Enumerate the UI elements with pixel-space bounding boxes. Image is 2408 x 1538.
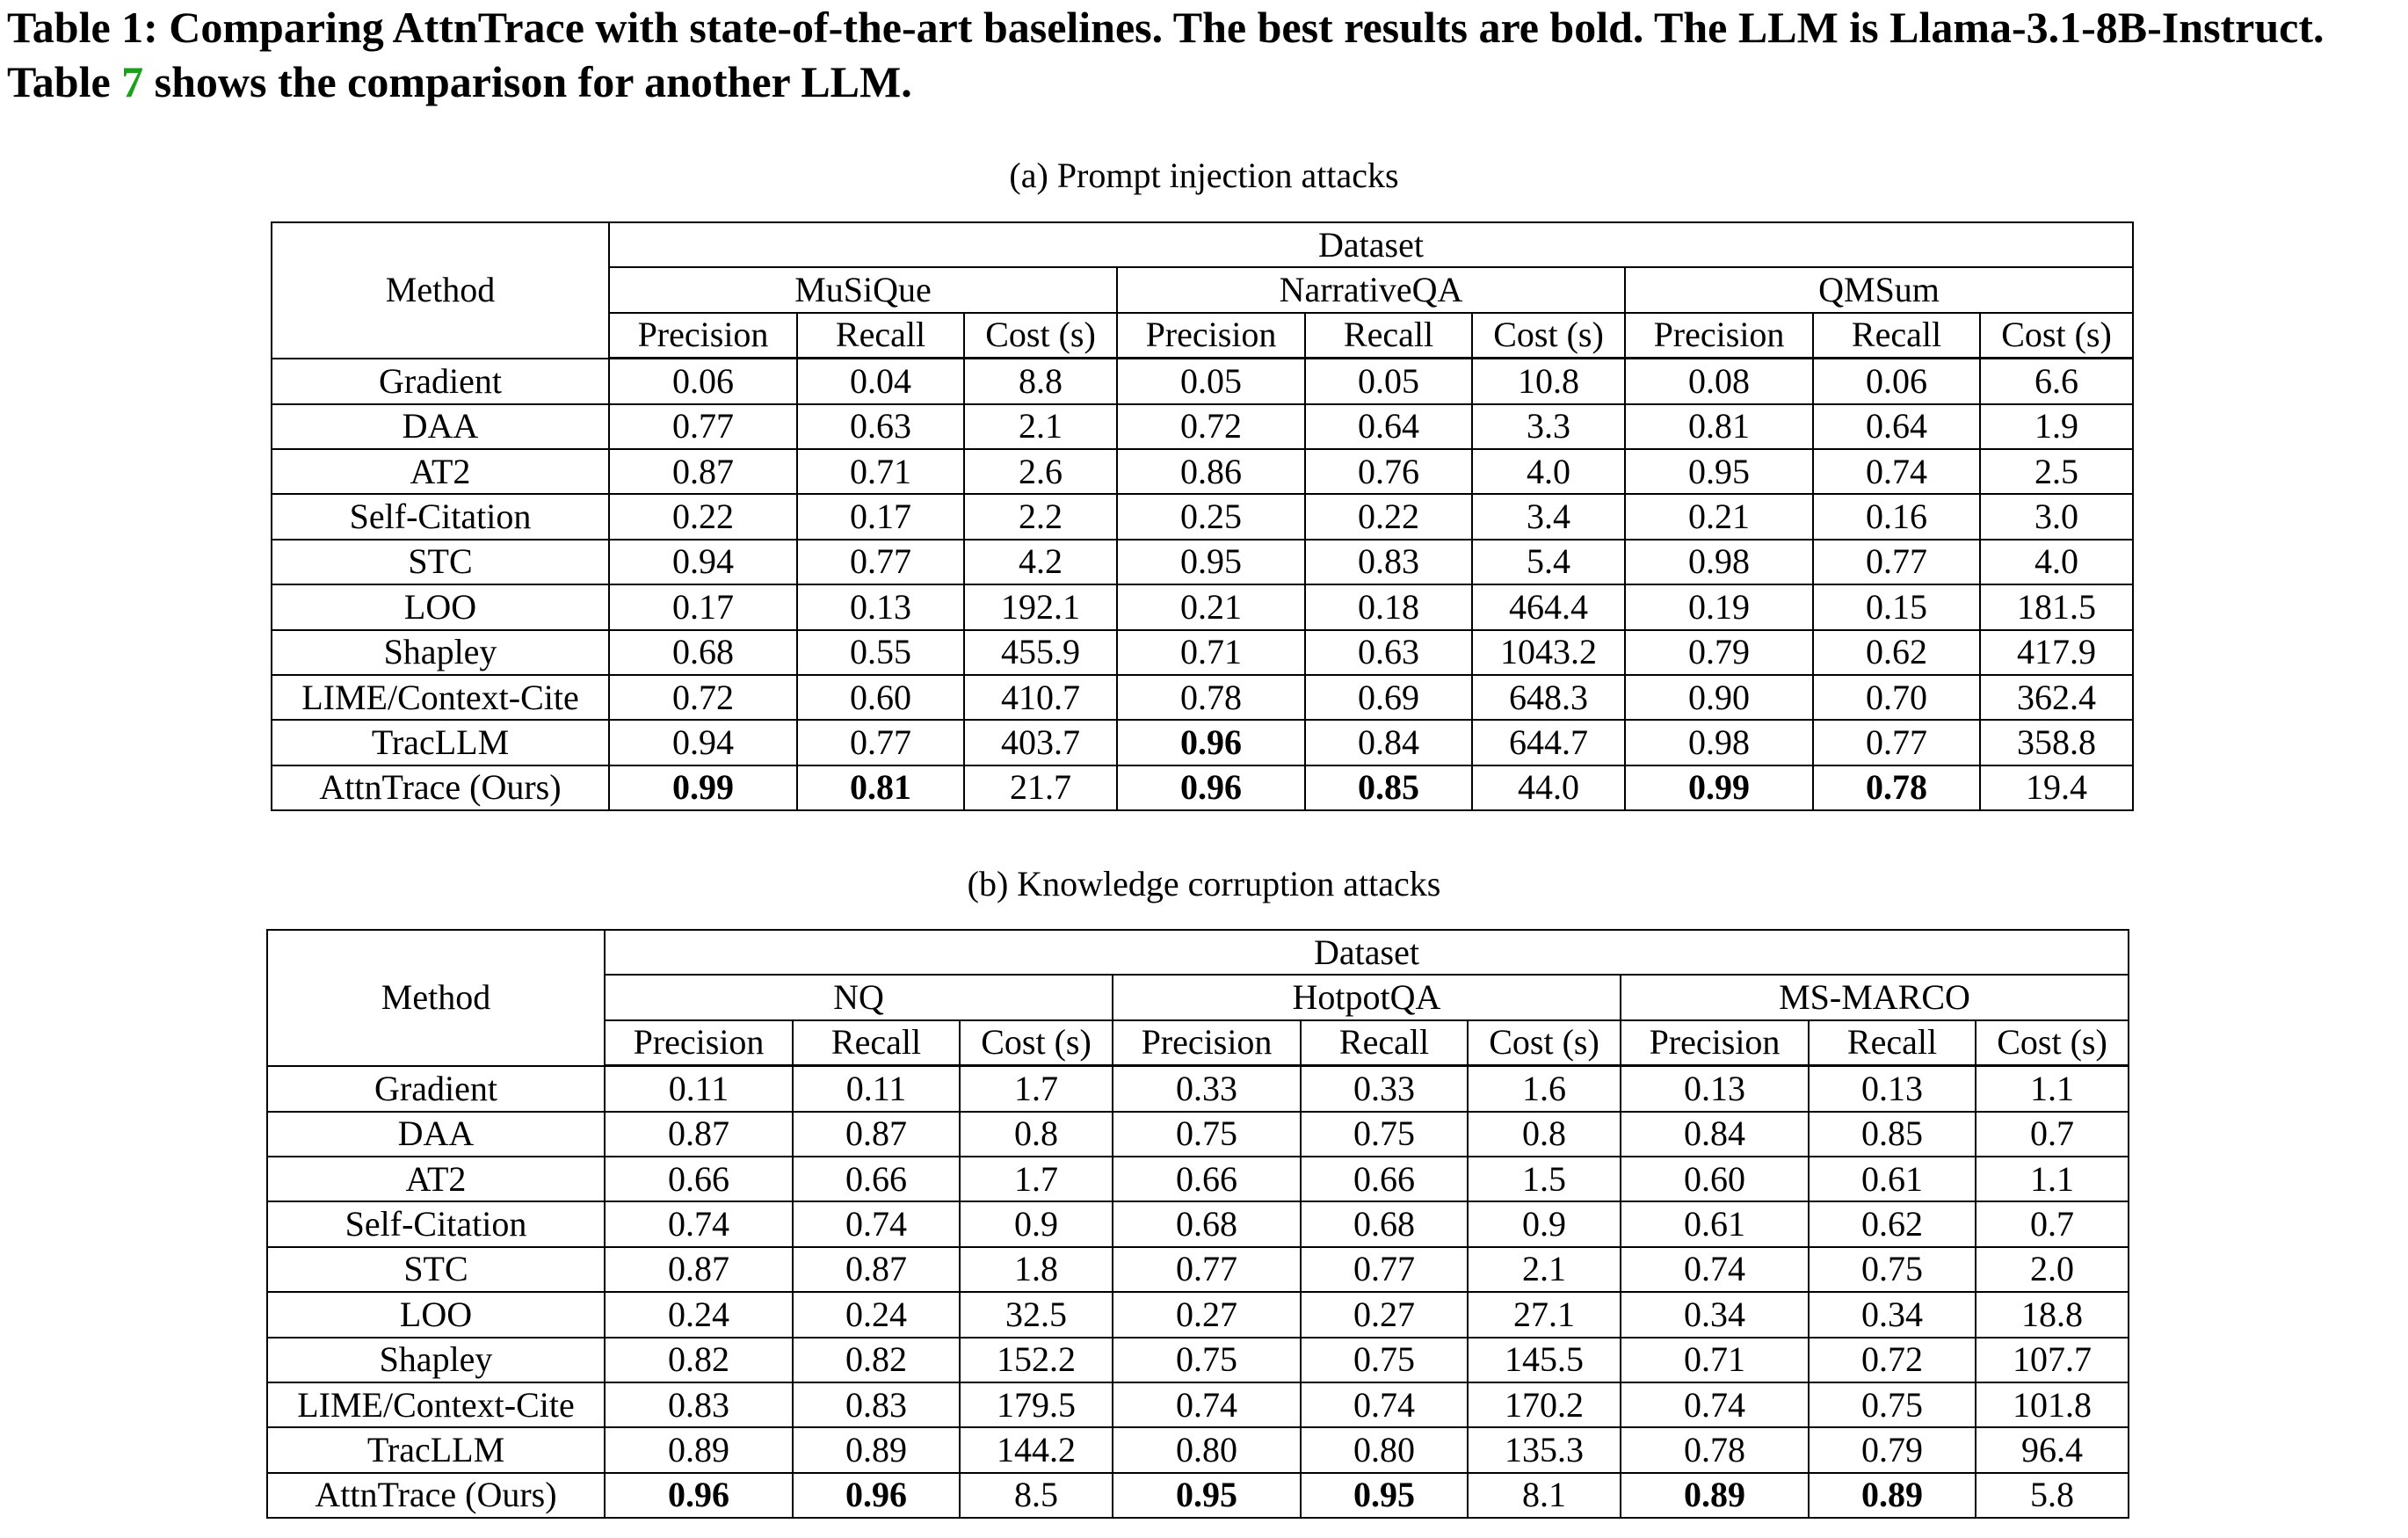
table-row <box>267 1473 2129 1518</box>
value-cell: 0.98 <box>1625 540 1813 584</box>
value-cell: 2.1 <box>1468 1247 1621 1292</box>
value-cell: 0.33 <box>1113 1066 1301 1112</box>
metric-header: Recall <box>793 1020 960 1066</box>
value-cell: 0.95 <box>1301 1473 1468 1518</box>
value-cell: 0.99 <box>609 765 797 810</box>
table-body <box>267 1066 2129 1518</box>
table-row <box>267 1292 2129 1337</box>
metric-header: Recall <box>1301 1020 1468 1066</box>
value-cell: 0.71 <box>797 449 964 494</box>
method-cell: Gradient <box>272 359 609 404</box>
value-cell: 0.89 <box>605 1427 793 1472</box>
value-cell: 1.6 <box>1468 1066 1621 1112</box>
method-cell: AttnTrace (Ours) <box>267 1473 605 1518</box>
value-cell: 0.69 <box>1305 675 1472 720</box>
value-cell: 0.60 <box>1621 1157 1809 1201</box>
value-cell: 0.66 <box>1301 1157 1468 1201</box>
value-cell: 0.75 <box>1809 1382 1976 1427</box>
value-cell: 410.7 <box>964 675 1117 720</box>
value-cell: 6.6 <box>1980 359 2133 404</box>
value-cell: 0.71 <box>1621 1338 1809 1382</box>
value-cell: 0.34 <box>1621 1292 1809 1337</box>
table-row <box>272 675 2133 720</box>
knowledge-corruption-table <box>266 929 2129 1519</box>
value-cell: 0.74 <box>1113 1382 1301 1427</box>
value-cell: 8.8 <box>964 359 1117 404</box>
value-cell: 0.89 <box>793 1427 960 1472</box>
value-cell: 0.80 <box>1113 1427 1301 1472</box>
value-cell: 0.96 <box>605 1473 793 1518</box>
value-cell: 135.3 <box>1468 1427 1621 1472</box>
value-cell: 0.64 <box>1813 404 1980 449</box>
dataset-name: NQ <box>605 975 1113 1019</box>
table-row <box>272 494 2133 539</box>
value-cell: 0.22 <box>1305 494 1472 539</box>
value-cell: 96.4 <box>1976 1427 2129 1472</box>
method-cell: Self-Citation <box>267 1201 605 1246</box>
method-cell: TracLLM <box>272 720 609 765</box>
value-cell: 0.74 <box>605 1201 793 1246</box>
value-cell: 152.2 <box>960 1338 1113 1382</box>
value-cell: 0.13 <box>1809 1066 1976 1112</box>
value-cell: 18.8 <box>1976 1292 2129 1337</box>
value-cell: 0.77 <box>797 540 964 584</box>
value-cell: 0.74 <box>793 1201 960 1246</box>
value-cell: 0.78 <box>1621 1427 1809 1472</box>
value-cell: 0.05 <box>1305 359 1472 404</box>
value-cell: 0.17 <box>609 584 797 629</box>
table-row <box>267 1427 2129 1472</box>
table-row <box>272 584 2133 629</box>
table-row <box>272 720 2133 765</box>
value-cell: 0.77 <box>1113 1247 1301 1292</box>
value-cell: 0.34 <box>1809 1292 1976 1337</box>
metric-header: Cost (s) <box>960 1020 1113 1066</box>
table-row <box>272 630 2133 675</box>
value-cell: 0.9 <box>960 1201 1113 1246</box>
value-cell: 5.8 <box>1976 1473 2129 1518</box>
metric-header: Recall <box>1305 313 1472 359</box>
caption-text-end: shows the comparison for another LLM. <box>143 57 912 106</box>
metric-header: Cost (s) <box>1468 1020 1621 1066</box>
value-cell: 0.85 <box>1305 765 1472 810</box>
table-row <box>267 1201 2129 1246</box>
value-cell: 0.27 <box>1301 1292 1468 1337</box>
value-cell: 0.66 <box>793 1157 960 1201</box>
value-cell: 0.74 <box>1813 449 1980 494</box>
value-cell: 0.82 <box>793 1338 960 1382</box>
value-cell: 0.72 <box>1117 404 1305 449</box>
value-cell: 0.68 <box>1113 1201 1301 1246</box>
value-cell: 0.74 <box>1621 1247 1809 1292</box>
value-cell: 0.81 <box>797 765 964 810</box>
value-cell: 0.22 <box>609 494 797 539</box>
value-cell: 1.1 <box>1976 1157 2129 1201</box>
table-row <box>267 1382 2129 1427</box>
value-cell: 1.5 <box>1468 1157 1621 1201</box>
value-cell: 0.89 <box>1809 1473 1976 1518</box>
value-cell: 0.33 <box>1301 1066 1468 1112</box>
method-cell: LOO <box>272 584 609 629</box>
method-cell: AT2 <box>267 1157 605 1201</box>
metric-header: Cost (s) <box>1472 313 1625 359</box>
value-cell: 0.72 <box>609 675 797 720</box>
value-cell: 0.78 <box>1117 675 1305 720</box>
value-cell: 0.82 <box>605 1338 793 1382</box>
value-cell: 0.87 <box>605 1247 793 1292</box>
value-cell: 0.25 <box>1117 494 1305 539</box>
value-cell: 2.2 <box>964 494 1117 539</box>
value-cell: 0.90 <box>1625 675 1813 720</box>
table-row <box>267 1247 2129 1292</box>
value-cell: 2.5 <box>1980 449 2133 494</box>
value-cell: 0.8 <box>960 1112 1113 1157</box>
value-cell: 0.87 <box>609 449 797 494</box>
table-body <box>272 359 2133 810</box>
value-cell: 455.9 <box>964 630 1117 675</box>
value-cell: 0.77 <box>1813 540 1980 584</box>
value-cell: 0.61 <box>1621 1201 1809 1246</box>
value-cell: 0.06 <box>1813 359 1980 404</box>
dataset-header: Dataset <box>605 930 2129 975</box>
dataset-name: QMSum <box>1625 267 2133 312</box>
metric-header: Recall <box>1813 313 1980 359</box>
method-cell: STC <box>272 540 609 584</box>
caption-text-start: Table 1: Comparing AttnTrace with state-of-the-art baselines. The best results are bold. The LLM is Llama-3.1-8B-Instruct. Table <box>7 3 2325 106</box>
table-7-link[interactable]: 7 <box>121 57 144 106</box>
value-cell: 192.1 <box>964 584 1117 629</box>
value-cell: 2.0 <box>1976 1247 2129 1292</box>
value-cell: 0.7 <box>1976 1112 2129 1157</box>
value-cell: 0.77 <box>1301 1247 1468 1292</box>
value-cell: 0.04 <box>797 359 964 404</box>
method-cell: Self-Citation <box>272 494 609 539</box>
metric-header: Precision <box>609 313 797 359</box>
metric-header: Precision <box>1117 313 1305 359</box>
metric-header: Cost (s) <box>1976 1020 2129 1066</box>
table-row <box>272 540 2133 584</box>
value-cell: 0.79 <box>1625 630 1813 675</box>
value-cell: 0.18 <box>1305 584 1472 629</box>
value-cell: 0.96 <box>1117 765 1305 810</box>
value-cell: 0.66 <box>605 1157 793 1201</box>
value-cell: 0.83 <box>793 1382 960 1427</box>
metric-header: Precision <box>1621 1020 1809 1066</box>
method-cell: DAA <box>272 404 609 449</box>
value-cell: 0.98 <box>1625 720 1813 765</box>
value-cell: 0.24 <box>605 1292 793 1337</box>
metric-header: Precision <box>1625 313 1813 359</box>
metric-header: Precision <box>1113 1020 1301 1066</box>
value-cell: 4.0 <box>1980 540 2133 584</box>
value-cell: 144.2 <box>960 1427 1113 1472</box>
value-cell: 0.77 <box>797 720 964 765</box>
value-cell: 107.7 <box>1976 1338 2129 1382</box>
value-cell: 1.9 <box>1980 404 2133 449</box>
method-cell: LOO <box>267 1292 605 1337</box>
table-row <box>267 1338 2129 1382</box>
value-cell: 0.74 <box>1301 1382 1468 1427</box>
value-cell: 0.86 <box>1117 449 1305 494</box>
value-cell: 464.4 <box>1472 584 1625 629</box>
value-cell: 1.1 <box>1976 1066 2129 1112</box>
metric-header: Cost (s) <box>1980 313 2133 359</box>
value-cell: 0.84 <box>1305 720 1472 765</box>
method-cell: AT2 <box>272 449 609 494</box>
value-cell: 5.4 <box>1472 540 1625 584</box>
value-cell: 0.55 <box>797 630 964 675</box>
value-cell: 21.7 <box>964 765 1117 810</box>
method-cell: LIME/Context-Cite <box>267 1382 605 1427</box>
value-cell: 0.81 <box>1625 404 1813 449</box>
value-cell: 0.96 <box>793 1473 960 1518</box>
value-cell: 0.11 <box>605 1066 793 1112</box>
value-cell: 0.87 <box>793 1247 960 1292</box>
value-cell: 0.94 <box>609 720 797 765</box>
value-cell: 0.7 <box>1976 1201 2129 1246</box>
value-cell: 8.1 <box>1468 1473 1621 1518</box>
table-row <box>272 449 2133 494</box>
value-cell: 0.78 <box>1813 765 1980 810</box>
metric-header: Precision <box>605 1020 793 1066</box>
value-cell: 32.5 <box>960 1292 1113 1337</box>
value-cell: 0.75 <box>1301 1338 1468 1382</box>
method-cell: LIME/Context-Cite <box>272 675 609 720</box>
value-cell: 101.8 <box>1976 1382 2129 1427</box>
value-cell: 0.95 <box>1117 540 1305 584</box>
value-cell: 0.21 <box>1117 584 1305 629</box>
value-cell: 0.77 <box>609 404 797 449</box>
value-cell: 0.75 <box>1113 1112 1301 1157</box>
value-cell: 0.74 <box>1621 1382 1809 1427</box>
value-cell: 3.3 <box>1472 404 1625 449</box>
value-cell: 0.06 <box>609 359 797 404</box>
value-cell: 1.8 <box>960 1247 1113 1292</box>
value-cell: 0.63 <box>797 404 964 449</box>
value-cell: 2.6 <box>964 449 1117 494</box>
value-cell: 1.7 <box>960 1066 1113 1112</box>
subcaption-knowledge-corruption: (b) Knowledge corruption attacks <box>967 864 1441 903</box>
method-cell: Shapley <box>267 1338 605 1382</box>
table-row <box>267 1157 2129 1201</box>
value-cell: 0.75 <box>1301 1112 1468 1157</box>
value-cell: 0.96 <box>1117 720 1305 765</box>
dataset-name: NarrativeQA <box>1117 267 1625 312</box>
value-cell: 644.7 <box>1472 720 1625 765</box>
value-cell: 0.62 <box>1813 630 1980 675</box>
value-cell: 0.94 <box>609 540 797 584</box>
value-cell: 0.80 <box>1301 1427 1468 1472</box>
value-cell: 0.27 <box>1113 1292 1301 1337</box>
value-cell: 358.8 <box>1980 720 2133 765</box>
value-cell: 0.13 <box>797 584 964 629</box>
value-cell: 2.1 <box>964 404 1117 449</box>
value-cell: 0.68 <box>1301 1201 1468 1246</box>
value-cell: 0.21 <box>1625 494 1813 539</box>
dataset-name: HotpotQA <box>1113 975 1621 1019</box>
value-cell: 1043.2 <box>1472 630 1625 675</box>
value-cell: 362.4 <box>1980 675 2133 720</box>
value-cell: 3.4 <box>1472 494 1625 539</box>
value-cell: 44.0 <box>1472 765 1625 810</box>
dataset-name: MuSiQue <box>609 267 1117 312</box>
value-cell: 0.62 <box>1809 1201 1976 1246</box>
method-cell: Gradient <box>267 1066 605 1112</box>
table-row <box>267 1066 2129 1112</box>
value-cell: 0.68 <box>609 630 797 675</box>
value-cell: 10.8 <box>1472 359 1625 404</box>
value-cell: 170.2 <box>1468 1382 1621 1427</box>
method-header: Method <box>272 222 609 359</box>
table-row <box>272 765 2133 810</box>
value-cell: 648.3 <box>1472 675 1625 720</box>
value-cell: 145.5 <box>1468 1338 1621 1382</box>
value-cell: 0.75 <box>1113 1338 1301 1382</box>
value-cell: 0.08 <box>1625 359 1813 404</box>
value-cell: 0.17 <box>797 494 964 539</box>
value-cell: 0.76 <box>1305 449 1472 494</box>
value-cell: 0.77 <box>1813 720 1980 765</box>
value-cell: 0.13 <box>1621 1066 1809 1112</box>
value-cell: 0.05 <box>1117 359 1305 404</box>
value-cell: 0.99 <box>1625 765 1813 810</box>
method-header: Method <box>267 930 605 1066</box>
value-cell: 1.7 <box>960 1157 1113 1201</box>
value-cell: 0.84 <box>1621 1112 1809 1157</box>
value-cell: 0.89 <box>1621 1473 1809 1518</box>
method-cell: Shapley <box>272 630 609 675</box>
method-cell: AttnTrace (Ours) <box>272 765 609 810</box>
value-cell: 0.70 <box>1813 675 1980 720</box>
metric-header: Cost (s) <box>964 313 1117 359</box>
value-cell: 0.8 <box>1468 1112 1621 1157</box>
table-row <box>272 359 2133 404</box>
table-row <box>272 404 2133 449</box>
value-cell: 0.95 <box>1625 449 1813 494</box>
method-cell: DAA <box>267 1112 605 1157</box>
value-cell: 0.11 <box>793 1066 960 1112</box>
value-cell: 0.87 <box>793 1112 960 1157</box>
value-cell: 0.9 <box>1468 1201 1621 1246</box>
value-cell: 179.5 <box>960 1382 1113 1427</box>
metric-header: Recall <box>1809 1020 1976 1066</box>
value-cell: 0.95 <box>1113 1473 1301 1518</box>
value-cell: 8.5 <box>960 1473 1113 1518</box>
value-cell: 0.16 <box>1813 494 1980 539</box>
value-cell: 19.4 <box>1980 765 2133 810</box>
value-cell: 0.83 <box>1305 540 1472 584</box>
value-cell: 0.83 <box>605 1382 793 1427</box>
value-cell: 0.63 <box>1305 630 1472 675</box>
value-cell: 0.60 <box>797 675 964 720</box>
value-cell: 403.7 <box>964 720 1117 765</box>
value-cell: 0.24 <box>793 1292 960 1337</box>
value-cell: 0.66 <box>1113 1157 1301 1201</box>
value-cell: 0.71 <box>1117 630 1305 675</box>
value-cell: 27.1 <box>1468 1292 1621 1337</box>
dataset-header: Dataset <box>609 222 2133 267</box>
value-cell: 0.15 <box>1813 584 1980 629</box>
value-cell: 4.0 <box>1472 449 1625 494</box>
value-cell: 0.72 <box>1809 1338 1976 1382</box>
table-row <box>267 1112 2129 1157</box>
value-cell: 181.5 <box>1980 584 2133 629</box>
value-cell: 3.0 <box>1980 494 2133 539</box>
value-cell: 0.61 <box>1809 1157 1976 1201</box>
subcaption-prompt-injection: (a) Prompt injection attacks <box>1009 156 1399 195</box>
method-cell: TracLLM <box>267 1427 605 1472</box>
dataset-name: MS-MARCO <box>1621 975 2129 1019</box>
value-cell: 0.85 <box>1809 1112 1976 1157</box>
prompt-injection-table <box>271 221 2134 811</box>
method-cell: STC <box>267 1247 605 1292</box>
value-cell: 0.79 <box>1809 1427 1976 1472</box>
value-cell: 0.75 <box>1809 1247 1976 1292</box>
value-cell: 0.19 <box>1625 584 1813 629</box>
table-caption <box>7 0 2401 109</box>
value-cell: 0.64 <box>1305 404 1472 449</box>
value-cell: 0.87 <box>605 1112 793 1157</box>
value-cell: 417.9 <box>1980 630 2133 675</box>
metric-header: Recall <box>797 313 964 359</box>
value-cell: 4.2 <box>964 540 1117 584</box>
